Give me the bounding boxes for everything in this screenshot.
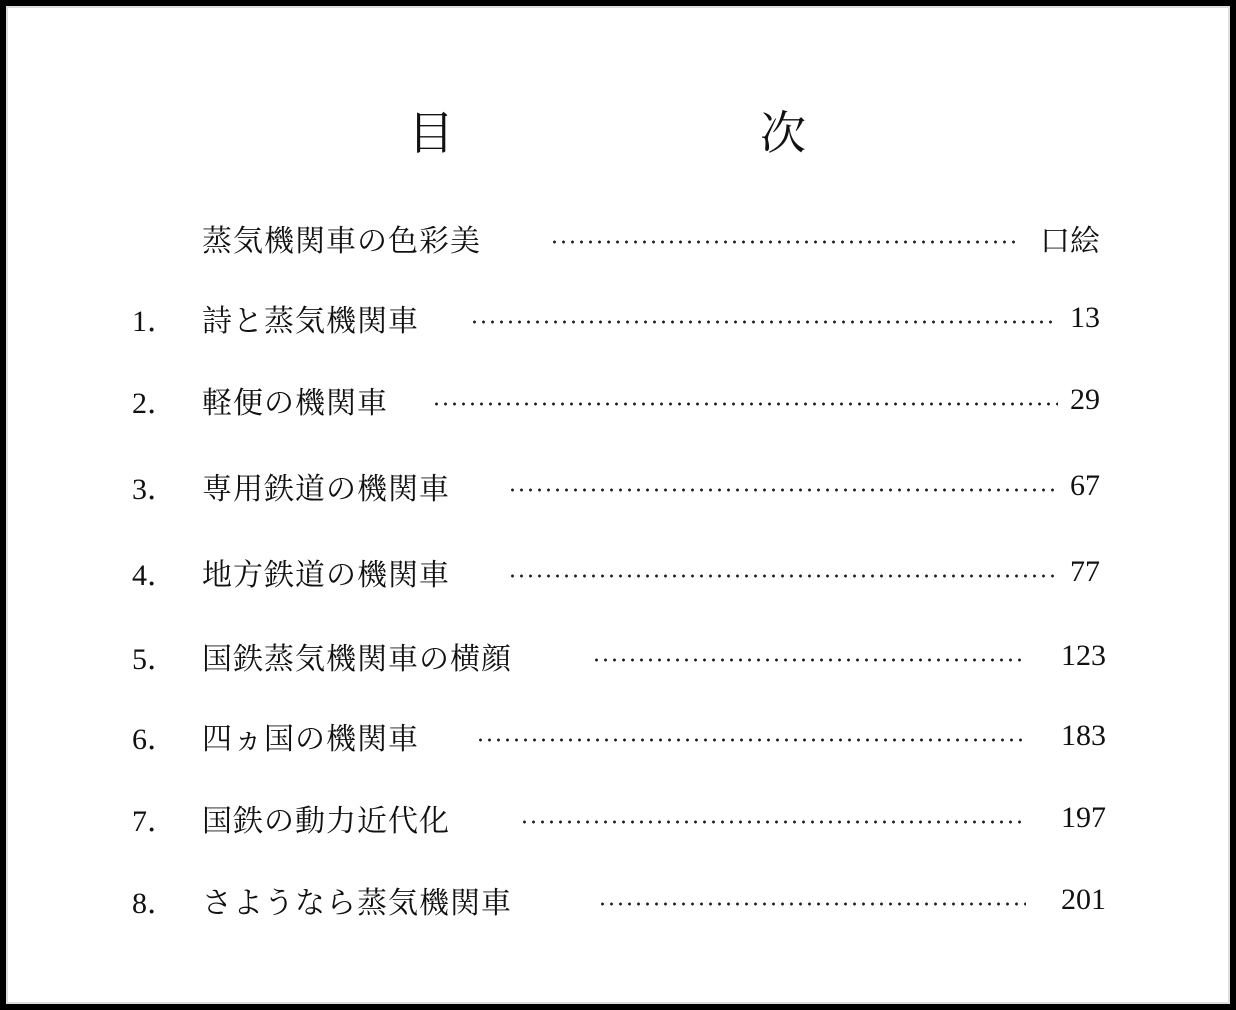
- toc-entry: [132, 878, 1106, 922]
- toc-entry-number: 8．: [132, 887, 177, 920]
- toc-entry-page: 197: [1061, 801, 1106, 834]
- leader-dots: [470, 320, 1058, 324]
- page-title-right: 次: [760, 106, 806, 160]
- toc-entry: [132, 550, 1100, 594]
- toc-entry-number: 6．: [132, 723, 177, 756]
- toc-entry-page: 口絵: [1040, 225, 1100, 258]
- leader-dots: [520, 820, 1026, 824]
- toc-entry: [132, 216, 1100, 260]
- leader-dots: [508, 574, 1058, 578]
- leader-dots: [476, 738, 1026, 742]
- toc-entry-label: さようなら蒸気機関車: [202, 886, 512, 921]
- toc-entry-page: 123: [1061, 639, 1106, 672]
- page-title-left: 目: [408, 106, 454, 160]
- toc-entry-number: 2．: [132, 387, 177, 420]
- toc-entry-label: 詩と蒸気機関車: [202, 304, 419, 339]
- toc-entry: [132, 714, 1106, 758]
- toc-entry-label: 四ヵ国の機関車: [202, 722, 419, 757]
- toc-entry-label: 国鉄の動力近代化: [202, 804, 450, 839]
- toc-entry: [132, 296, 1100, 340]
- toc-entry-page: 29: [1070, 383, 1100, 416]
- toc-entry: [132, 378, 1100, 422]
- toc-entry-label: 地方鉄道の機関車: [202, 558, 450, 593]
- leader-dots: [592, 658, 1026, 662]
- toc-entry-label: 専用鉄道の機関車: [202, 472, 450, 507]
- toc-entry-number: 1．: [132, 305, 177, 338]
- toc-entry: [132, 464, 1100, 508]
- toc-entry-page: 13: [1070, 301, 1100, 334]
- toc-entry-label: 国鉄蒸気機関車の横顔: [202, 642, 512, 677]
- leader-dots: [508, 488, 1058, 492]
- toc-entry-label: 蒸気機関車の色彩美: [202, 224, 481, 259]
- toc-entry-label: 軽便の機関車: [202, 386, 388, 421]
- document-page: [6, 6, 1230, 1004]
- toc-entry-number: 3．: [132, 473, 177, 506]
- toc-entry-page: 77: [1070, 555, 1100, 588]
- toc-entry: [132, 634, 1106, 678]
- leader-dots: [432, 402, 1058, 406]
- leader-dots: [550, 240, 1016, 244]
- toc-entry-number: 5．: [132, 643, 177, 676]
- toc-entry-number: 7．: [132, 805, 177, 838]
- leader-dots: [598, 902, 1026, 906]
- toc-entry-number: 4．: [132, 559, 177, 592]
- toc-entry-page: 201: [1061, 883, 1106, 916]
- toc-entry-page: 183: [1061, 719, 1106, 752]
- toc-entry-page: 67: [1070, 469, 1100, 502]
- toc-entry: [132, 796, 1106, 840]
